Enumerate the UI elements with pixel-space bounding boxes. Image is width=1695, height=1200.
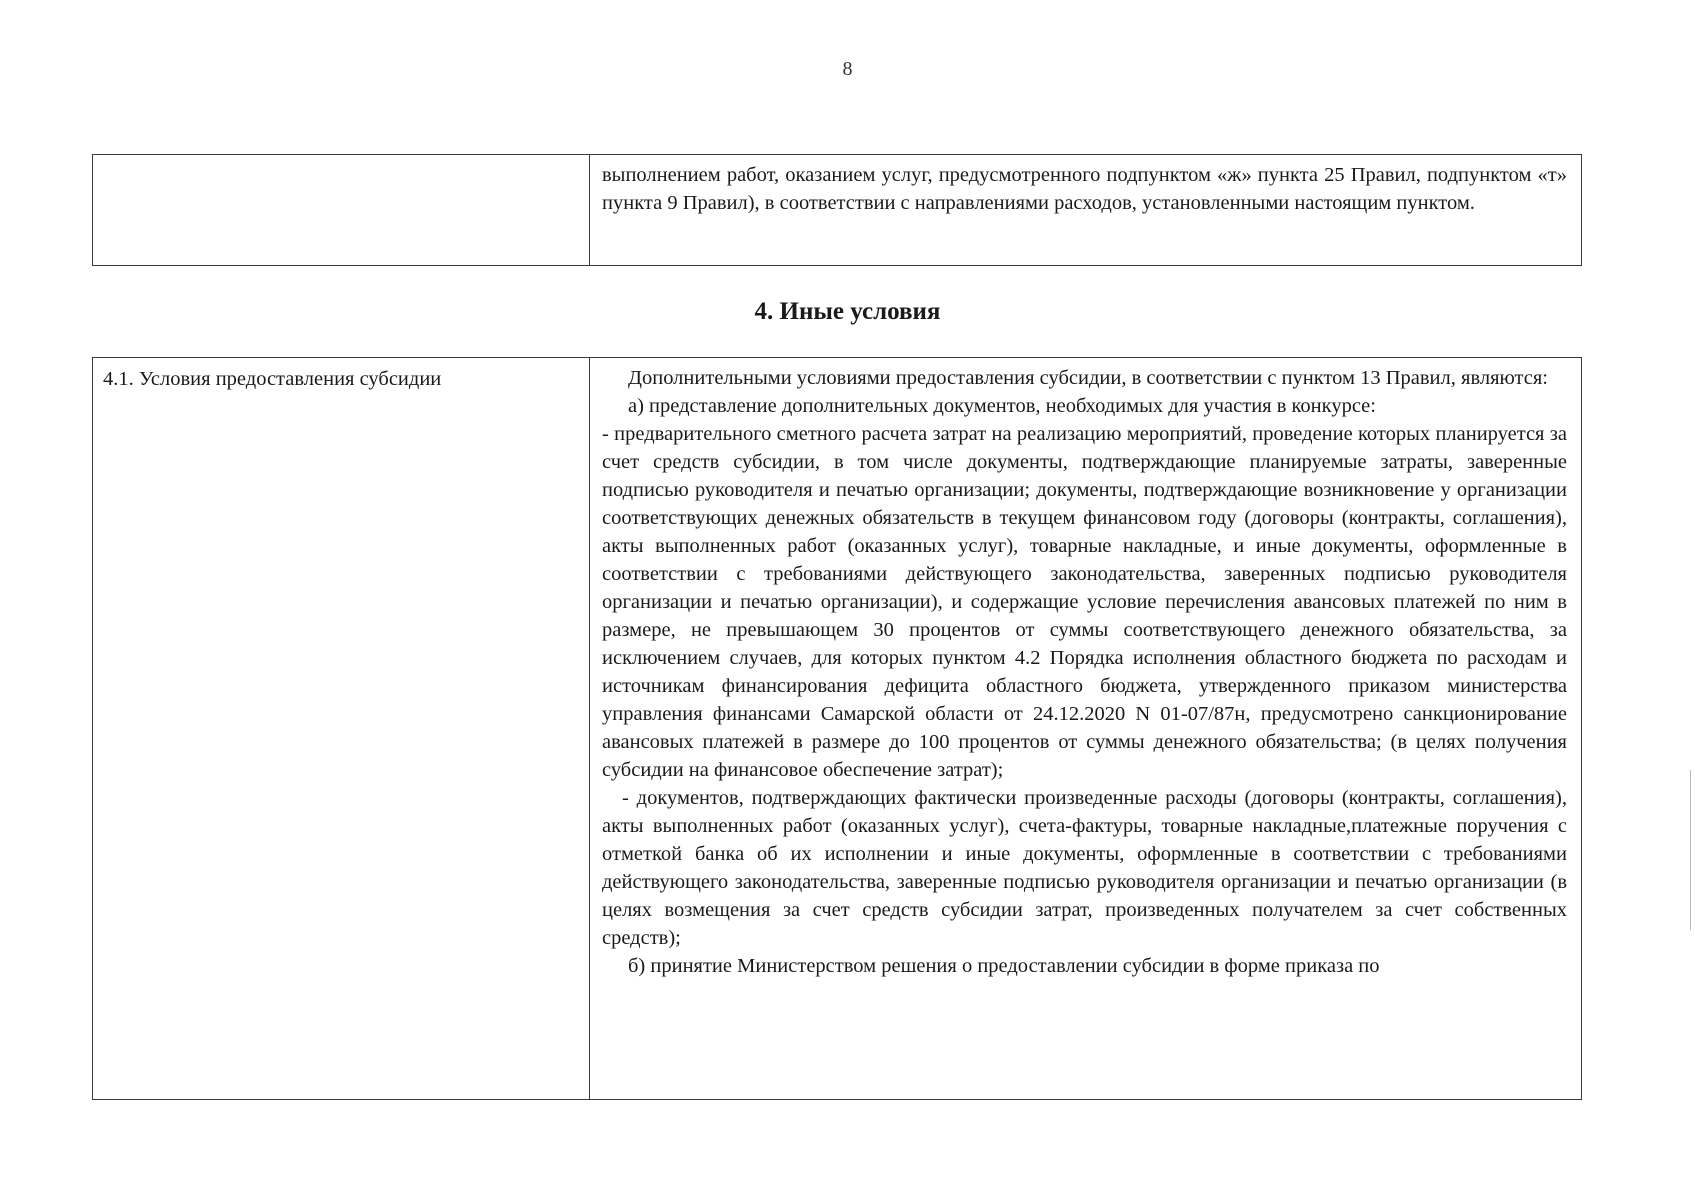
- continuation-table: [92, 154, 1582, 266]
- paragraph-intro: Дополнительными условиями предоставления субсидии, в соответствии с пунктом 13 Правил, являются:: [628, 367, 1548, 389]
- table-cell-text: выполнением работ, оказанием услуг, предусмотренного подпунктом «ж» пункта 25 Правил, подпунктом «т» пункта 9 Правил), в соответствии с направлениями расходов, установленными настоящим пунктом.: [590, 155, 1582, 266]
- table-cell-empty: [93, 155, 590, 266]
- condition-label: 4.1. Условия предоставления субсидии: [93, 358, 590, 1100]
- page-number: 8: [842, 58, 853, 80]
- table-row: [93, 358, 1582, 1100]
- paragraph-dash-estimate: - предварительного сметного расчета затрат на реализацию мероприятий, проведение которых планируется за счет средств субсидии, в том числе документы, подтверждающие планируемые затраты, заверенные подписью руководителя и печатью организации; документы, подтверждающие возникновение у организации соответствующих денежных обязательств в текущем финансовом году (договоры (контракты, соглашения), акты выполненных работ (оказанных услуг), товарные накладные, и иные документы, оформленные в соответствии с требованиями действующего законодательства, заверенных подписью руководителя организации и печатью организации), и содержащие условие перечисления авансовых платежей по ним в размере, не превышающем 30 процентов от суммы соответствующего денежного обязательства, за исключением случаев, для которых пунктом 4.2 Порядка исполнения областного бюджета по расходам и источникам финансирования дефицита областного бюджета, утвержденного приказом министерства управления финансами Самарской области от 24.12.2020 N 01-07/87н, предусмотрено санкционирование авансовых платежей в размере до 100 процентов от суммы денежного обязательства; (в целях получения субсидии на финансовое обеспечение затрат);: [602, 423, 1567, 781]
- paragraph-dash-documents: - документов, подтверждающих фактически произведенные расходы (договоры (контракты, соглашения), акты выполненных работ (оказанных услуг), счета-фактуры, товарные накладные,платежные поручения с отметкой банка об их исполнении и иные документы, оформленные в соответствии с требованиями действующего законодательства, заверенные подписью руководителя организации и печатью организации (в целях возмещения за счет средств субсидии затрат, произведенных получателем за счет собственных средств);: [602, 787, 1567, 949]
- section-heading: 4. Иные условия: [754, 298, 941, 325]
- table-row: [93, 155, 1582, 266]
- paragraph-item-a: а) представление дополнительных документов, необходимых для участия в конкурсе:: [628, 395, 1376, 417]
- paragraph-item-b: б) принятие Министерством решения о предоставлении субсидии в форме приказа по: [628, 955, 1380, 977]
- scan-edge-mark: [1690, 770, 1691, 930]
- condition-description: [590, 358, 1582, 1100]
- conditions-table: [92, 357, 1582, 1100]
